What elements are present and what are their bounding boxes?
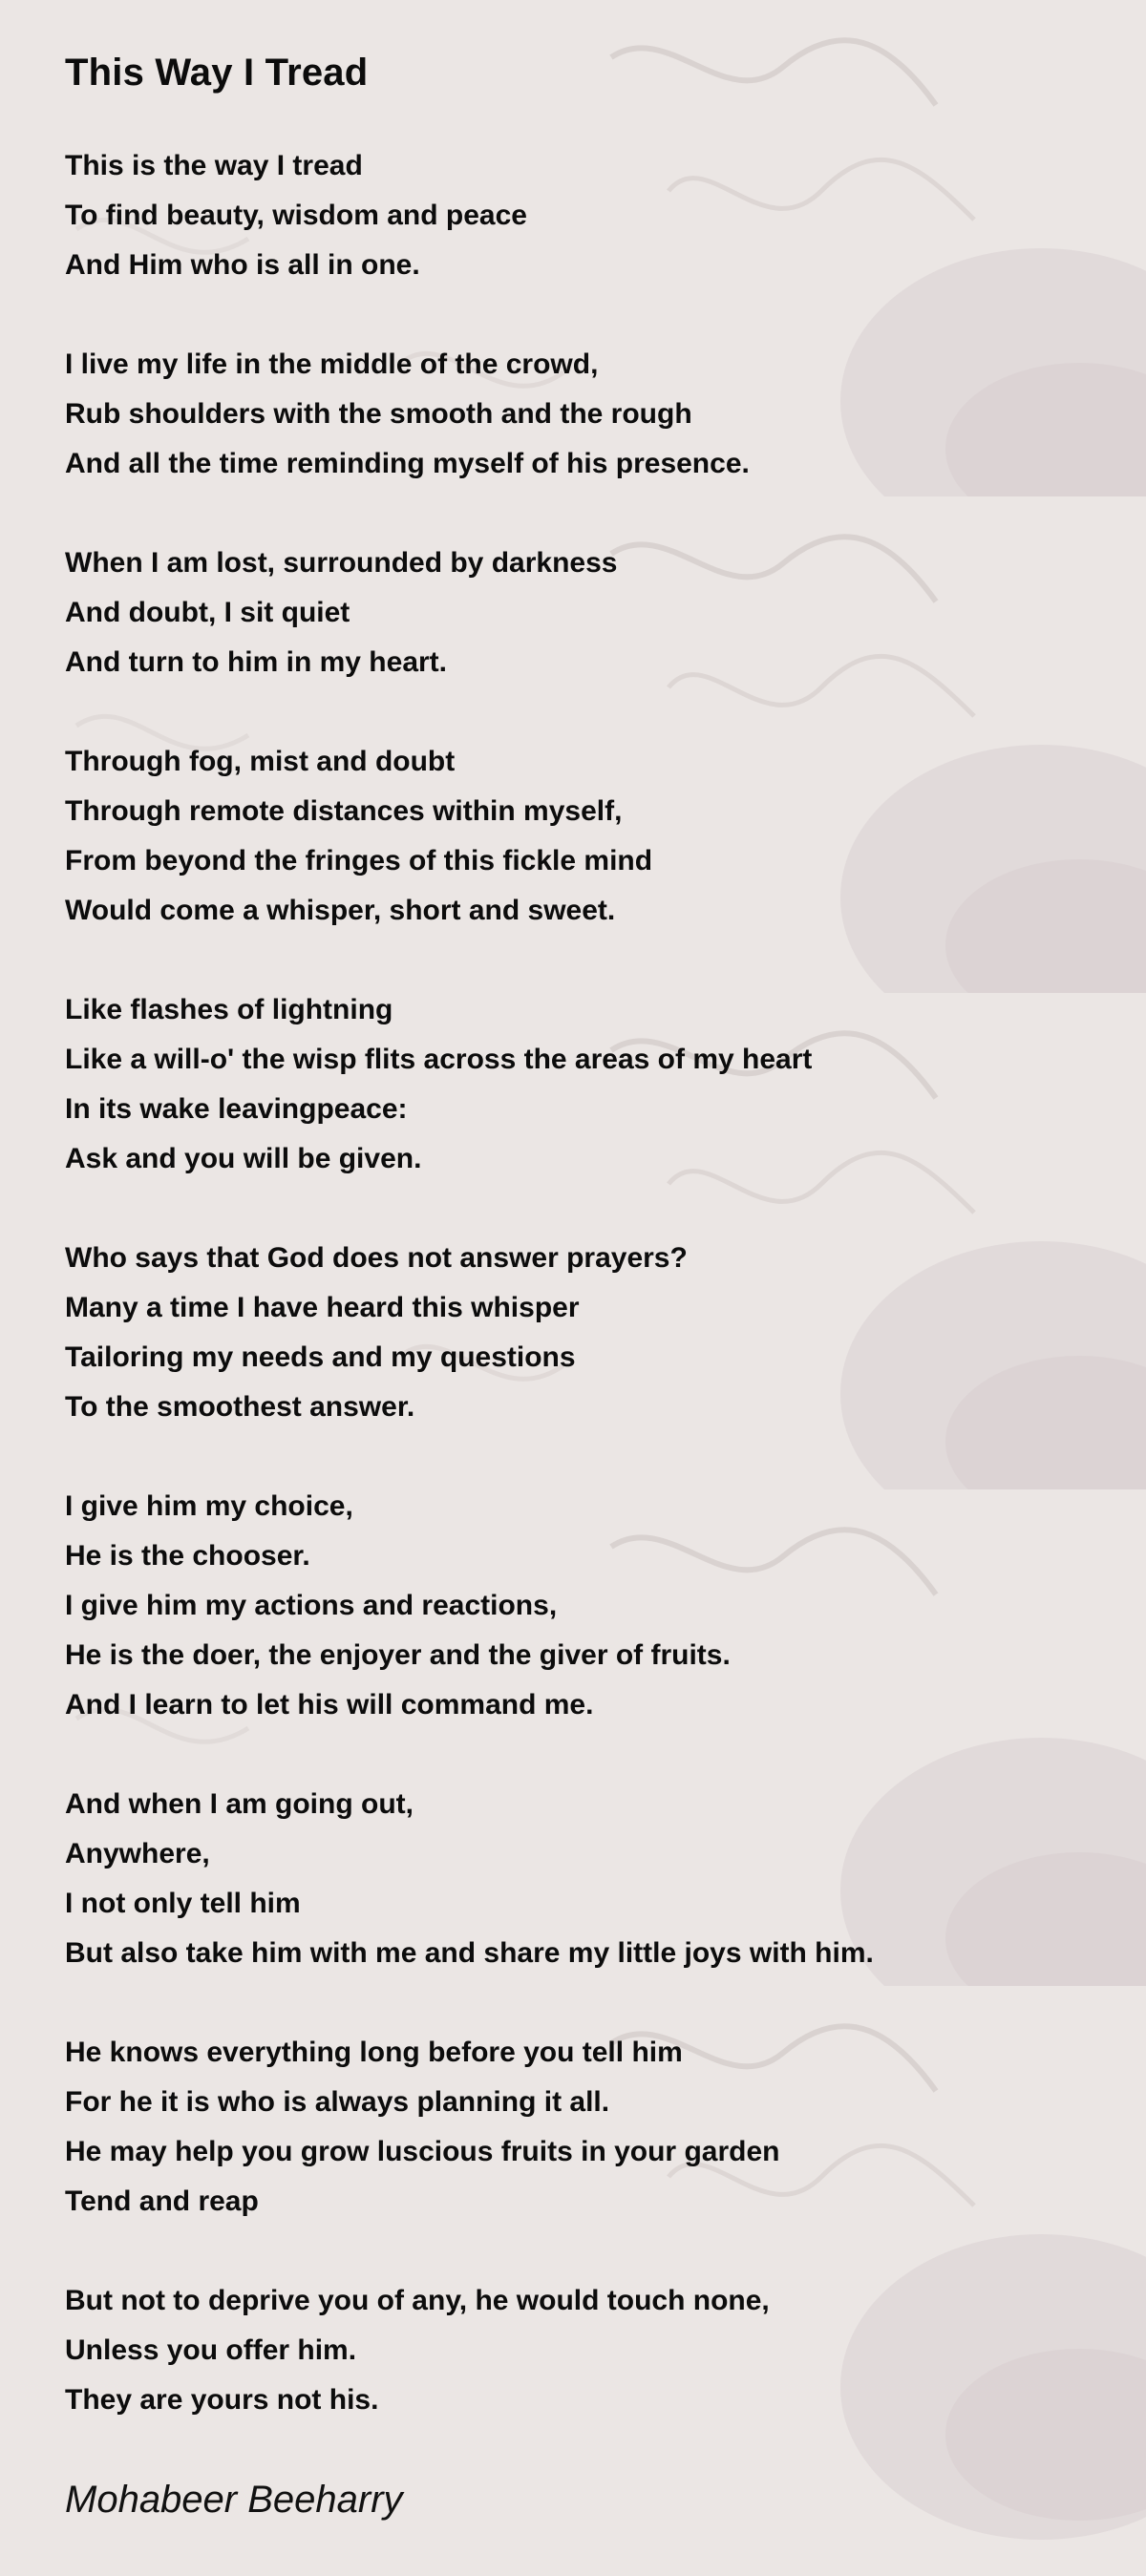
poem-author: Mohabeer Beeharry [65, 2479, 403, 2521]
stanza [65, 737, 1115, 936]
poem-line: Through fog, mist and doubt [65, 746, 456, 777]
poem-line: And all the time reminding myself of his presence. [65, 448, 750, 479]
stanza [65, 2028, 1115, 2227]
poem-line: They are yours not his. [65, 2384, 379, 2416]
poem-line: For he it is who is always planning it all. [65, 2086, 610, 2118]
poem-line: He is the doer, the enjoyer and the giver of fruits. [65, 1639, 731, 1671]
poem-line: Like flashes of lightning [65, 994, 393, 1025]
poem-title: This Way I Tread [65, 52, 369, 94]
poem-line: And doubt, I sit quiet [65, 597, 350, 628]
poem-line: But not to deprive you of any, he would touch none, [65, 2285, 770, 2316]
poem-body [65, 141, 1115, 2425]
poem-line: And Him who is all in one. [65, 249, 420, 281]
poem-line: He is the chooser. [65, 1540, 310, 1572]
poem-line: When I am lost, surrounded by darkness [65, 547, 618, 579]
stanza [65, 1234, 1115, 1432]
poem-line: I not only tell him [65, 1888, 301, 1919]
poem-line: And turn to him in my heart. [65, 646, 448, 678]
poem-line: Through remote distances within myself, [65, 795, 623, 827]
poem-line: Many a time I have heard this whisper [65, 1292, 580, 1323]
poem-line: Who says that God does not answer prayers? [65, 1242, 688, 1274]
stanza [65, 1482, 1115, 1730]
stanza [65, 985, 1115, 1184]
poem-line: I live my life in the middle of the crowd, [65, 348, 599, 380]
poem-line: To the smoothest answer. [65, 1391, 415, 1423]
poem-line: In its wake leavingpeace: [65, 1093, 408, 1125]
stanza [65, 2276, 1115, 2425]
poem-line: He may help you grow luscious fruits in your garden [65, 2136, 780, 2167]
poem-line: From beyond the fringes of this fickle mind [65, 845, 653, 876]
poem-line: He knows everything long before you tell him [65, 2037, 683, 2068]
poem-line: But also take him with me and share my little joys with him. [65, 1937, 874, 1969]
poem-line: And I learn to let his will command me. [65, 1689, 594, 1721]
poem-line: Rub shoulders with the smooth and the rough [65, 398, 692, 430]
poem-line: Ask and you will be given. [65, 1143, 422, 1174]
poem-line: Unless you offer him. [65, 2334, 357, 2366]
stanza [65, 141, 1115, 290]
poem-line: I give him my choice, [65, 1490, 353, 1522]
poem-line: To find beauty, wisdom and peace [65, 200, 527, 231]
poem [65, 50, 1115, 2425]
stanza [65, 340, 1115, 489]
poem-line: Like a will-o' the wisp flits across the areas of my heart [65, 1044, 813, 1075]
stanza [65, 538, 1115, 687]
poem-line: Tailoring my needs and my questions [65, 1341, 576, 1373]
poem-line: I give him my actions and reactions, [65, 1590, 558, 1621]
poem-line: Tend and reap [65, 2185, 259, 2217]
stanza [65, 1780, 1115, 1978]
poem-line: And when I am going out, [65, 1788, 414, 1820]
poem-line: Anywhere, [65, 1838, 210, 1869]
poem-line: Would come a whisper, short and sweet. [65, 895, 616, 926]
poem-line: This is the way I tread [65, 150, 363, 181]
